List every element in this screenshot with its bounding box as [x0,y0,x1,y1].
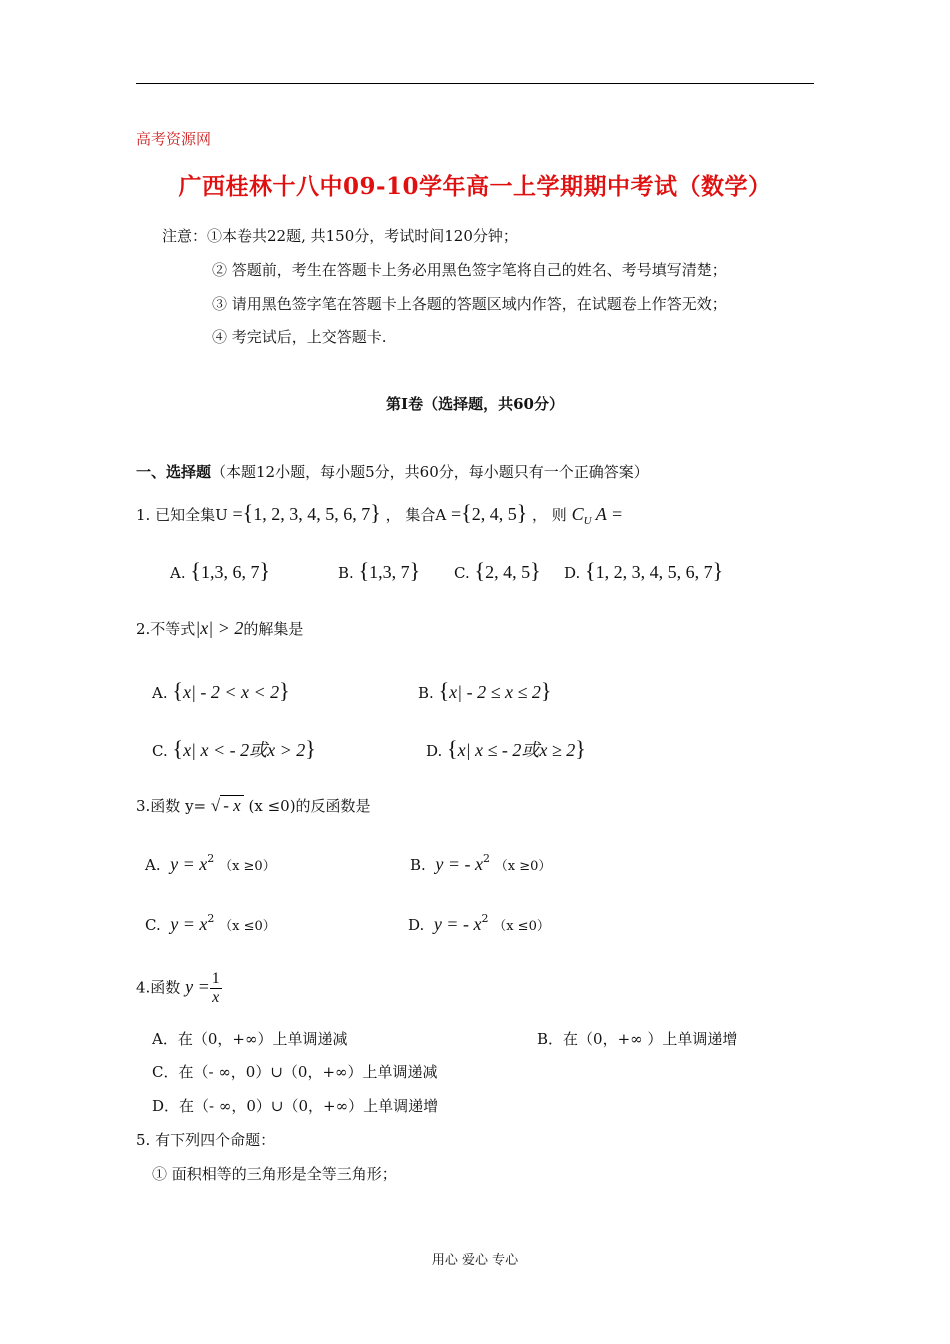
section-name: 一、选择题 [136,463,212,481]
q1-option-a: A. {1,3, 6, 7} [170,558,271,583]
q1-complement: $C_U$ A = [571,504,624,527]
note-1: 注意：①本卷共22题, 共150分，考试时间120分钟； [162,227,518,245]
q1-option-c: C. {2, 4, 5} [454,558,541,583]
q1-option-d: D. {1, 2, 3, 4, 5, 6, 7} [564,558,724,583]
fraction: $\frac{1}{x}$ [211,970,220,1006]
note-4: ④ 考完试后，上交答题卡. [212,328,387,346]
note-2: ② 答题前，考生在答题卡上务必用黑色签字笔将自己的姓名、考号填写清楚； [212,261,727,279]
q4-option-d: D．在（- ∞，0）∪（0，+∞）上单调递增 [152,1097,439,1115]
q3-option-c: C. $y = x^2$ （x ≤0） [145,912,276,934]
brace-open: { [242,500,254,525]
brace-close: } [516,500,528,525]
brace-open: { [461,500,472,525]
q1-eq2: = [450,504,462,524]
q4-function: y = [185,976,210,997]
part-title: 第I卷（选择题，共60分） [386,395,564,413]
q4-option-b: B．在（0，+∞ ）上单调递增 [537,1030,738,1048]
q2-option-c: C. {x| x < - 2或x > 2} [152,736,316,761]
q1-stem-b: ， 集合A [385,506,447,524]
header-rule [136,83,814,84]
q1-set-a: 2, 4, 5 [471,504,517,524]
q2-option-d: D. {x| x ≤ - 2或x ≥ 2} [426,736,586,761]
note-3: ③ 请用黑色签字笔在答题卡上各题的答题区域内作答，在试题卷上作答无效； [212,295,727,313]
q1-set-u: 1, 2, 3, 4, 5, 6, 7 [253,504,371,524]
q2-stem: 2.不等式|x| > 2的解集是 [136,618,304,638]
q4-stem: 4.函数 y = $\frac{1}{x}$ [136,970,220,1006]
q3-option-b: B. y = - $x^2$ （x ≥0） [410,852,552,874]
q3-stem: 3.函数 y= √ - x (x ≤0)的反函数是 [136,796,371,815]
section-heading [136,461,649,482]
q1-stem [136,500,623,527]
q4-option-c: C．在（- ∞，0）∪（0，+∞）上单调递减 [152,1063,438,1081]
source-label: 高考资源网 [136,130,212,148]
q1-stem-a: 1. 已知全集U [136,506,228,524]
brace-close: } [370,500,381,525]
q4-option-a: A．在（0，+∞）上单调递减 [152,1030,348,1048]
q3-option-d: D. y = - $x^2$ （x ≤0） [408,912,550,934]
q1-stem-c: ， 则 [532,506,567,524]
q2-inequality: |x| > 2 [195,618,244,638]
sqrt-expression: √ - x [211,796,244,816]
section-desc: （本题12小题，每小题5分，共60分，每小题只有一个正确答案） [211,463,649,481]
q5-item-1: ① 面积相等的三角形是全等三角形； [152,1165,397,1183]
q3-option-a: A. $y = x^2$ （x ≥0） [145,852,276,874]
q2-option-a: A. {x| - 2 < x < 2} [152,678,290,703]
q5-stem: 5. 有下列四个命题： [136,1131,276,1149]
q1-option-b: B. {1,3, 7} [338,558,421,583]
page-footer: 用心 爱心 专心 [431,1253,519,1268]
q1-eq: = [232,504,243,524]
q2-option-b: B. {x| - 2 ≤ x ≤ 2} [418,678,552,703]
exam-title: 广西桂林十八中09-10学年高一上学期期中考试（数学） [178,173,772,200]
